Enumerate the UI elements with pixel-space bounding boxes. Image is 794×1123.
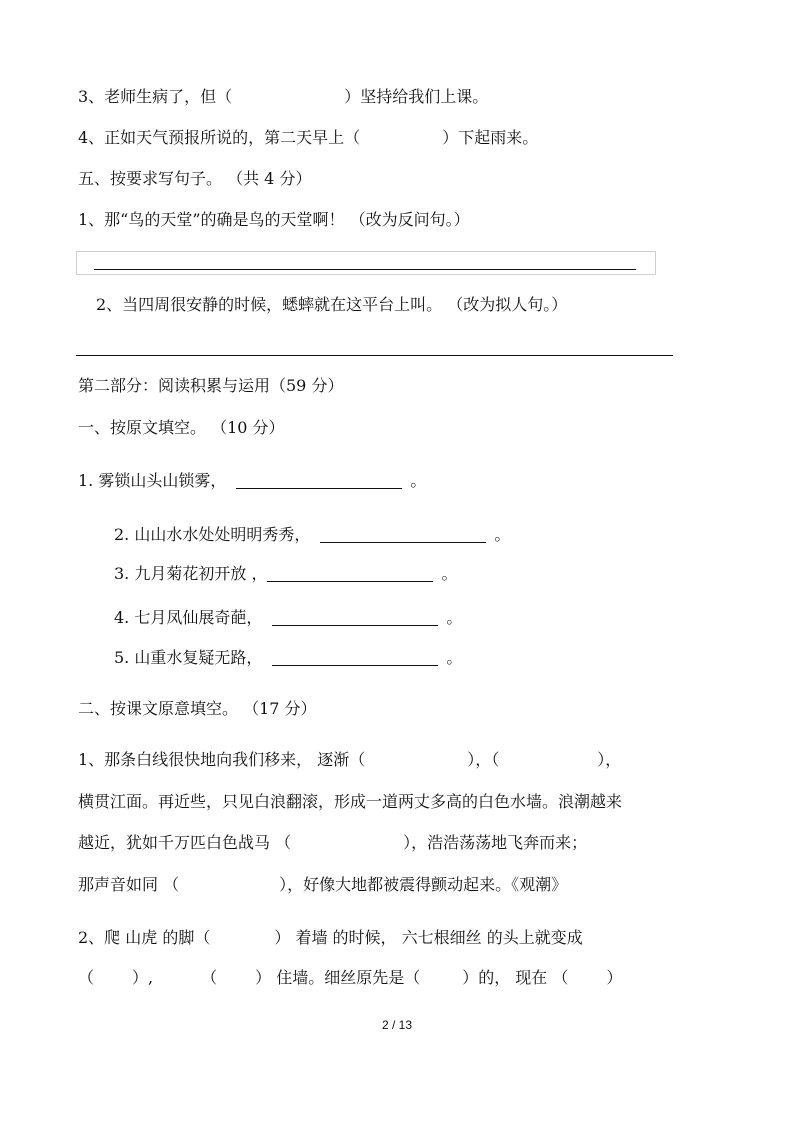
passage-text: ）,	[132, 968, 154, 987]
poem-line-5	[114, 647, 462, 669]
part-two-heading: 第二部分：阅读积累与运用（59 分）	[78, 376, 344, 395]
poem-line-end: 。	[446, 648, 463, 667]
poem-line-1	[78, 470, 426, 492]
poem-line-3	[114, 563, 457, 585]
poem-line-end: 。	[441, 564, 458, 583]
question-3-text: 3、老师生病了，但（	[78, 87, 233, 106]
poem-line-text: 2. 山山水水处处明明秀秀，	[114, 525, 311, 544]
answer-line[interactable]	[94, 269, 636, 270]
passage-2-line-1	[78, 927, 583, 949]
passage-1-line-3	[78, 832, 587, 854]
poem-line-end: 。	[446, 608, 463, 627]
passage-text: 2、爬 山虎 的脚（	[78, 928, 211, 947]
question-3-text-end: ）坚持给我们上课。	[344, 87, 489, 106]
passage-text: （	[78, 968, 95, 987]
section-five-heading: 五、按要求写句子。 （共 4 分）	[78, 169, 312, 188]
passage-2-line-2	[78, 967, 622, 989]
answer-blank[interactable]	[267, 565, 433, 582]
passage-1-line-4	[78, 874, 567, 896]
page-number: 2 / 13	[381, 1018, 413, 1032]
passage-1-line-2: 横贯江面。再近些，只见白浪翻滚，形成一道两丈多高的白色水墙。浪潮越来	[78, 792, 623, 811]
poem-line-text: 5. 山重水复疑无路，	[114, 648, 263, 667]
passage-text: ），（	[467, 750, 500, 769]
question-4-text: 4、正如天气预报所说的，第二天早上（	[78, 128, 361, 147]
question-4	[78, 127, 538, 149]
poem-line-end: 。	[494, 525, 511, 544]
answer-blank[interactable]	[320, 526, 486, 543]
passage-text: （	[201, 968, 218, 987]
poem-line-end: 。	[410, 471, 427, 490]
poem-line-2	[114, 524, 510, 546]
answer-line[interactable]	[76, 355, 673, 356]
poem-line-text: 4. 七月凤仙展奇葩，	[114, 608, 263, 627]
passage-text: ），浩浩荡荡地飞奔而来；	[403, 833, 588, 852]
rewrite-sentence-2: 2、当四周很安静的时候，蟋蟀就在这平台上叫。 （改为拟人句。）	[96, 295, 568, 314]
answer-box[interactable]	[76, 251, 656, 275]
passage-text: ），	[597, 750, 622, 769]
passage-text: ） 着墙 的时候， 六七根细丝 的头上就变成	[274, 928, 583, 947]
passage-1-line-1	[78, 749, 621, 771]
poem-line-text: 3. 九月菊花初开放 ，	[114, 564, 268, 583]
answer-blank[interactable]	[272, 649, 438, 666]
fill-original-heading: 一、按原文填空。 （10 分）	[78, 418, 285, 437]
passage-text: 越近，犹如千万匹白色战马 （	[78, 833, 292, 852]
passage-text: ），好像大地都被震得颤动起来。《观潮》	[279, 875, 568, 894]
question-4-text-end: ）下起雨来。	[442, 128, 539, 147]
poem-line-4	[114, 607, 462, 629]
rewrite-sentence-1: 1、那“鸟的天堂”的确是鸟的天堂啊！ （改为反问句。）	[78, 210, 470, 229]
answer-blank[interactable]	[236, 472, 402, 489]
question-3	[78, 86, 488, 108]
passage-text: 那声音如同 （	[78, 875, 180, 894]
fill-meaning-heading: 二、按课文原意填空。 （17 分）	[78, 699, 317, 718]
passage-text: ）	[606, 968, 623, 987]
passage-text: ） 住墙。细丝原先是（	[255, 968, 421, 987]
poem-line-text: 1. 雾锁山头山锁雾，	[78, 471, 227, 490]
passage-text: ）的， 现在 （	[462, 968, 569, 987]
answer-blank[interactable]	[272, 609, 438, 626]
passage-text: 1、那条白线很快地向我们移来， 逐渐（	[78, 750, 366, 769]
